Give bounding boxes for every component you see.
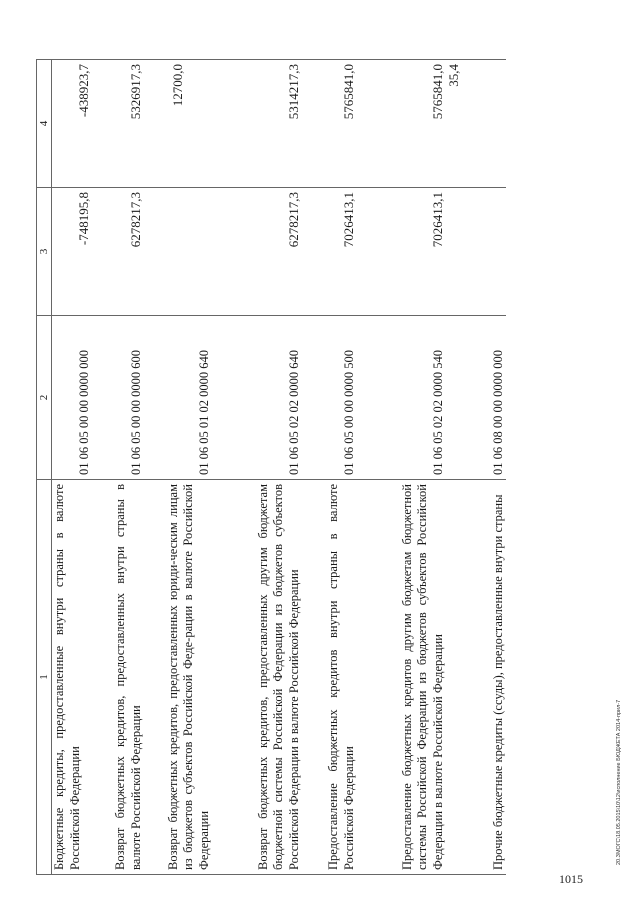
table-row (302, 60, 357, 875)
row-value-col3 (446, 188, 506, 316)
header-col-4: 4 (37, 60, 52, 188)
row-code: 01 06 05 00 00 0000 000 (52, 316, 93, 480)
row-value-col4: 5765841,0 (357, 60, 446, 188)
row-value-col4: 5765841,0 (302, 60, 357, 188)
file-path-footer: 20.ЗМОГС\18.05.2015\10\12\исполнение БЮДЖЕТА 2014-прил-7 (616, 699, 622, 865)
row-code: 01 06 05 01 02 0000 640 (144, 316, 212, 480)
table-row (144, 60, 212, 875)
row-name: Возврат бюджетных кредитов, предоставленных другим бюджетам бюджетной системы Российской Федерации из бюджетов субъектов Российской Федерации в валюте Российской Федерации (212, 480, 302, 875)
row-value-col3: 6278217,3 (212, 188, 302, 316)
row-code: 01 06 05 02 02 0000 540 (357, 316, 446, 480)
row-code: 01 06 05 02 02 0000 640 (212, 316, 302, 480)
table-row (212, 60, 302, 875)
row-value-col3: 6278217,3 (92, 188, 144, 316)
sources-of-financing-table (36, 59, 506, 875)
table-row (52, 60, 93, 875)
row-name: Бюджетные кредиты, предоставленные внутри страны в валюте Российской Федерации (52, 480, 93, 875)
header-col-2: 2 (37, 316, 52, 480)
row-code: 01 06 05 00 00 0000 500 (302, 316, 357, 480)
row-name: Возврат бюджетных кредитов, предоставленных внутри страны в валюте Российской Федерации (92, 480, 144, 875)
row-value-col4: 35,4 (446, 60, 506, 188)
row-value-col3: -748195,8 (52, 188, 93, 316)
row-name: Возврат бюджетных кредитов, предоставленных юриди-ческим лицам из бюджетов субъектов Российской Феде-рации в валюте Российской Федерации (144, 480, 212, 875)
row-value-col4: 5326917,3 (92, 60, 144, 188)
table-row (92, 60, 144, 875)
row-value-col3: 7026413,1 (357, 188, 446, 316)
header-col-1: 1 (37, 480, 52, 875)
table-header-row (37, 60, 52, 875)
row-name: Прочие бюджетные кредиты (ссуды), предоставленные внутри страны (446, 480, 506, 875)
table-row (357, 60, 446, 875)
table-row (446, 60, 506, 875)
header-col-3: 3 (37, 188, 52, 316)
row-value-col4: 12700,0 (144, 60, 212, 188)
row-value-col3: 7026413,1 (302, 188, 357, 316)
row-value-col4: -438923,7 (52, 60, 93, 188)
row-code: 01 06 05 00 00 0000 600 (92, 316, 144, 480)
row-name: Предоставление бюджетных кредитов внутри страны в валюте Российской Федерации (302, 480, 357, 875)
row-value-col4: 5314217,3 (212, 60, 302, 188)
row-value-col3 (144, 188, 212, 316)
row-name: Предоставление бюджетных кредитов другим бюджетам бюджетной системы Российской Федерации из бюджетов субъектов Российской Федерации в валюте Российской Федерации (357, 480, 446, 875)
page-number: 1015 (559, 872, 583, 886)
row-code: 01 06 08 00 00 0000 000 (446, 316, 506, 480)
